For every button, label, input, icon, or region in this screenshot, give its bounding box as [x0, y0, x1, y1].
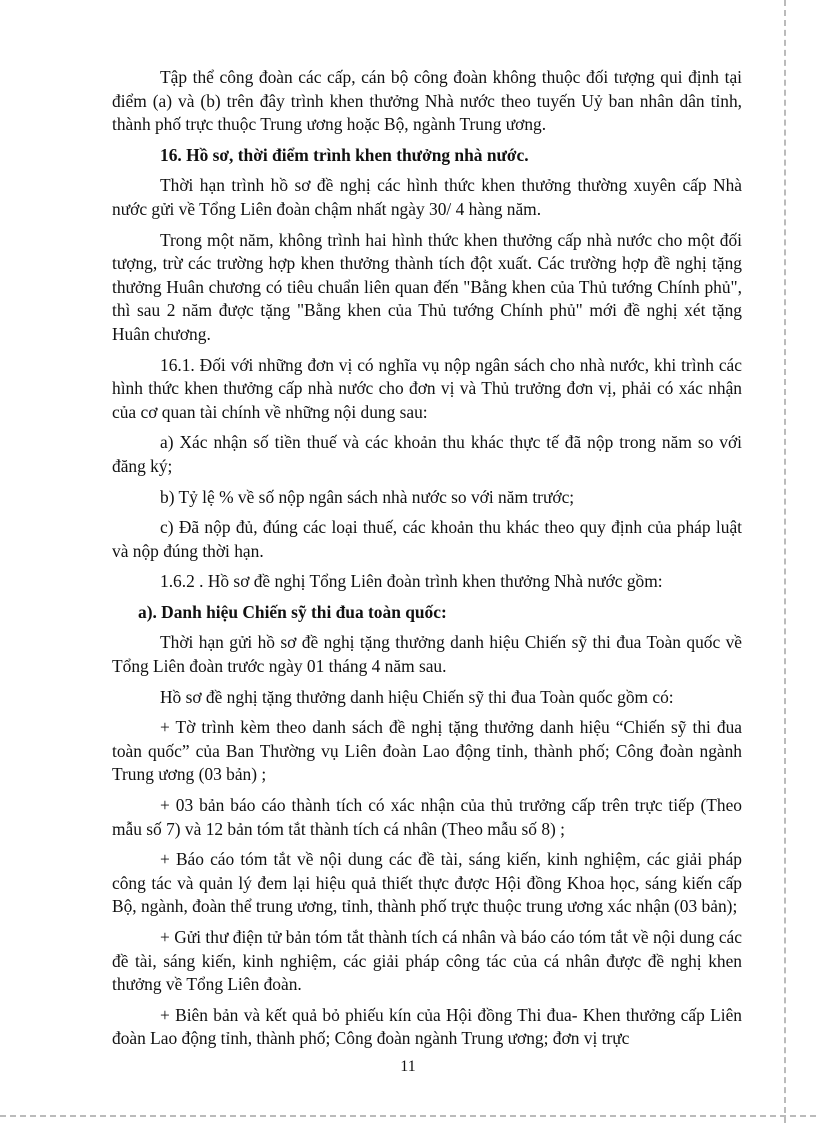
- section-heading-16: 16. Hồ sơ, thời điểm trình khen thưởng nhà nước.: [160, 144, 529, 165]
- paragraph: 16.1. Đối với những đơn vị có nghĩa vụ nộp ngân sách cho nhà nước, khi trình các hình thức khen thưởng cấp nhà nước cho đơn vị và Thủ trưởng đơn vị, phải có xác nhận của cơ quan tài chính về những nội dung sau:: [112, 354, 742, 422]
- document-page: [112, 66, 742, 1058]
- list-item: + Gửi thư điện tử bản tóm tắt thành tích cá nhân và báo cáo tóm tắt về nội dung các đề tài, sáng kiến, kinh nghiệm, các giải pháp công tác của cá nhân được đề nghị khen thưởng về Tổng Liên đoàn.: [112, 927, 742, 995]
- list-item: + 03 bản báo cáo thành tích có xác nhận của thủ trưởng cấp trên trực tiếp (Theo mẫu số 7) và 12 bản tóm tắt thành tích cá nhân (Theo mẫu số 8) ;: [112, 795, 742, 839]
- paragraph: b) Tỷ lệ % về số nộp ngân sách nhà nước so với năm trước;: [160, 486, 575, 507]
- paragraph: c) Đã nộp đủ, đúng các loại thuế, các khoản thu khác theo quy định của pháp luật và nộp đúng thời hạn.: [112, 517, 742, 561]
- paragraph: Thời hạn gửi hồ sơ đề nghị tặng thưởng danh hiệu Chiến sỹ thi đua Toàn quốc về Tổng Liên đoàn trước ngày 01 tháng 4 năm sau.: [112, 632, 742, 677]
- page-border-right: [784, 0, 786, 1123]
- paragraph: 1.6.2 . Hồ sơ đề nghị Tổng Liên đoàn trình khen thưởng Nhà nước gồm:: [160, 571, 663, 592]
- paragraph: Hồ sơ đề nghị tặng thưởng danh hiệu Chiến sỹ thi đua Toàn quốc gồm có:: [160, 686, 674, 707]
- paragraph: Tập thể công đoàn các cấp, cán bộ công đoàn không thuộc đối tượng qui định tại điểm (a) và (b) trên đây trình khen thưởng Nhà nước theo tuyến Uỷ ban nhân dân tỉnh, thành phố trực thuộc Trung ương hoặc Bộ, ngành Trung ương.: [112, 67, 742, 135]
- list-item: + Biên bản và kết quả bỏ phiếu kín của Hội đồng Thi đua- Khen thưởng cấp Liên đoàn Lao động tỉnh, thành phố; Công đoàn ngành Trung ương; đơn vị trực: [112, 1004, 742, 1049]
- subsection-heading-a: a). Danh hiệu Chiến sỹ thi đua toàn quốc:: [138, 601, 447, 622]
- paragraph: a) Xác nhận số tiền thuế và các khoản thu khác thực tế đã nộp trong năm so với đăng ký;: [112, 432, 742, 476]
- list-item: + Tờ trình kèm theo danh sách đề nghị tặng thưởng danh hiệu “Chiến sỹ thi đua toàn quốc” của Ban Thường vụ Liên đoàn Lao động tỉnh, thành phố; Công đoàn ngành Trung ương (03 bản) ;: [112, 717, 742, 785]
- paragraph: Trong một năm, không trình hai hình thức khen thưởng cấp nhà nước cho một đối tượng, trừ các trường hợp khen thưởng thành tích đột xuất. Các trường hợp đề nghị tặng thưởng Huân chương có tiêu chuẩn liên quan đến "Bằng khen của Thủ tướng Chính phủ", thì sau 2 năm được tặng "Bằng khen của Thủ tướng Chính phủ" mới đề nghị xét tặng Huân chương.: [112, 229, 742, 344]
- list-item: + Báo cáo tóm tắt về nội dung các đề tài, sáng kiến, kinh nghiệm, các giải pháp công tác và quản lý đem lại hiệu quả thiết thực được Hội đồng Khoa học, sáng kiến cấp Bộ, ngành, đoàn thể trung ương, tỉnh, thành phố trực thuộc trung ương xác nhận (03 bản);: [112, 849, 742, 917]
- page-border-bottom: [0, 1115, 816, 1117]
- page-number: 11: [400, 1058, 416, 1075]
- paragraph: Thời hạn trình hồ sơ đề nghị các hình thức khen thưởng thường xuyên cấp Nhà nước gửi về Tổng Liên đoàn chậm nhất ngày 30/ 4 hàng năm.: [112, 175, 742, 219]
